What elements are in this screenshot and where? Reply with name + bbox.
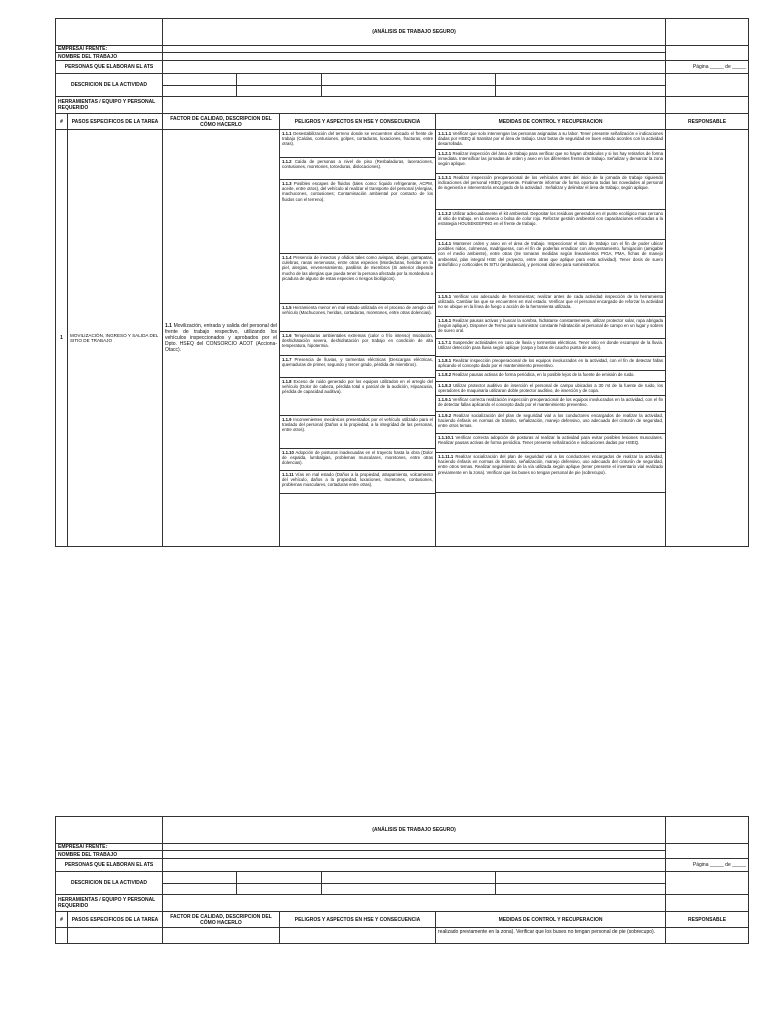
descripcion-field-3[interactable] <box>322 872 496 884</box>
herramientas-field[interactable] <box>163 895 666 912</box>
personas-field[interactable] <box>163 859 666 872</box>
controls-item <box>436 371 665 382</box>
col-responsable: RESPONSABLE <box>666 912 749 928</box>
hazards-item <box>280 356 435 378</box>
hazards-text: Posibles escapes de fluidos (tales como: líquido refrigerante, ACPM, aceite, entre otros), del vehículo al realizar el transporte del personal (Alergias, machucones, contusiones; Contaminación ambiental por contacto de los fluidos con el terreno). <box>282 181 433 202</box>
hazards-item <box>280 158 435 180</box>
descripcion-field-1[interactable] <box>163 872 237 884</box>
hazards-number: 1.1.7 <box>282 357 292 362</box>
descripcion-field-8[interactable] <box>496 86 666 97</box>
empresa-label: EMPRESA/ FRENTE: <box>56 46 163 53</box>
controls-number: 1.1.5.1 <box>438 294 452 299</box>
step-paso: MOVILIZACIÓN, INGRESO Y SALIDA DEL SITIO DE TRABAJO <box>68 130 163 547</box>
hazards-item <box>280 254 435 304</box>
descripcion-field-7[interactable] <box>322 884 496 895</box>
controls-text: Realizar socialización del plan de seguridad vial a los conductores encargados de realizar la actividad, haciendo énfasis en normas de tránsito, señalización, manejo defensivo, uso adecuado del cinturón de seguridad, entre otros temas. <box>438 413 664 429</box>
hazards-number: 1.1.1 <box>282 131 292 136</box>
controls-item <box>436 317 665 339</box>
hazards-text: Vías en mal estado (Daños a la propiedad, atrapamiento, volcamiento del vehículo, daños a la propiedad, luxaciones, moretones, contusiones, problemas musculares, cortaduras entre otras). <box>282 472 433 488</box>
nombre-trabajo-field[interactable] <box>163 851 666 859</box>
herramientas-side <box>666 97 749 114</box>
hazards-list <box>280 130 435 546</box>
controls-item <box>436 453 665 493</box>
pagina-text: Página _____ de _____ <box>666 61 749 74</box>
hazards-item <box>280 378 435 416</box>
descripcion-side <box>666 872 749 895</box>
descripcion-field-6[interactable] <box>237 884 322 895</box>
controls-item <box>436 382 665 396</box>
hazards-number: 1.1.2 <box>282 159 292 164</box>
code-cell <box>666 19 749 46</box>
controls-number: 1.1.3.2 <box>438 211 452 216</box>
controls-number: 1.1.2.1 <box>438 151 452 156</box>
page-number-cell <box>666 46 749 61</box>
controls-item <box>436 130 665 150</box>
controls-number: 1.1.3.1 <box>438 175 452 180</box>
controls-item <box>436 339 665 357</box>
col-responsable: RESPONSABLE <box>666 114 749 130</box>
herramientas-label: HERRAMIENTAS / EQUIPO Y PERSONAL REQUERIDO <box>56 97 163 114</box>
cont-num <box>56 928 68 944</box>
controls-text: Realizar pausas activas y buscar la sombra, hidratarse constantemente, utilizar protector solar, ropa abrigada (según aplique). Disponer de Termo para suministrar constante hidratación al personal de campo en un lugar y sobres de suero oral. <box>438 318 664 334</box>
descripcion-side <box>666 74 749 97</box>
hazards-item <box>280 180 435 254</box>
controls-text: Realizar socialización del plan de seguridad vial a los conductores encargados de realizar la actividad, haciendo énfasis en normas de tránsito, señalización, manejo defensivo, uso adecuado del cinturón de seguridad, entre otros temas. Realizar seguimiento de la vía utilizada según aplique (tener presente el inventario vial realizado previamente en la zona). Verificar que los buses no tengan personal de pie (sobrecupo). <box>438 454 664 475</box>
col-pasos: PASOS ESPECIFICOS DE LA TAREA <box>68 114 163 130</box>
cont-factor <box>163 928 280 944</box>
controls-text: Verificar correcta realización inspección preoperacional de los equipos involucrados en la actividad, con el fin de detectar fallas aplicando el concepto dado por el mantenimiento preventivo. <box>438 397 664 408</box>
herramientas-label: HERRAMIENTAS / EQUIPO Y PERSONAL REQUERIDO <box>56 895 163 912</box>
controls-item <box>436 412 665 434</box>
nombre-trabajo-label: NOMBRE DEL TRABAJO <box>56 851 163 859</box>
controls-text: Utilizar adecuadamente el kit ambiental. Depositar los residuos generados en el punto ecológico mas cercano al sitio de trabajo, en la caneca o bolsa de color rojo. Reforzar gestión ambiental con capacitaciones enfocadas a la estrategia HOUSEKEEPING en el frente de trabajo. <box>438 211 664 227</box>
controls-text: Realizar inspección preoperacional de los vehículos antes del inicio de la jornada de trabajo siguiendo indicaciones del personal HSEQ presente. Finalmente informar de forma oportuna todas las novedades al personal de ingeniería e interventoría encargado de la actividad . Señalizar y delimitar el área de trabajo, según aplique. <box>438 175 664 191</box>
descripcion-field-2[interactable] <box>237 74 322 86</box>
personas-label: PERSONAS QUE ELABORAN EL ATS <box>56 61 163 74</box>
hazards-text: Exceso de ruido generado por los equipos utilizados en el arreglo del vehículo (Dolor de cabeza, pérdida total o parcial de la audición, Hipoacusia, pérdida de capacidad auditiva). <box>282 379 433 395</box>
factor-number: 1.1 <box>165 323 172 329</box>
hazards-number: 1.1.8 <box>282 379 292 384</box>
controls-number: 1.1.4.1 <box>438 241 452 246</box>
descripcion-label: DESCRICION DE LA ACTIVIDAD <box>56 74 163 97</box>
empresa-label: EMPRESA/ FRENTE: <box>56 844 163 851</box>
hazards-text: Herramienta menor en mal estado utilizada en el proceso de arreglo del vehículo (Machucones, heridas, cortaduras, moretones, entre otras dolencias). <box>282 305 433 316</box>
controls-item <box>436 210 665 240</box>
cont-peligros <box>280 928 436 944</box>
nombre-trabajo-label: NOMBRE DEL TRABAJO <box>56 53 163 61</box>
ats-form-table <box>55 18 749 547</box>
controls-number: 1.1.6.1 <box>438 318 452 323</box>
hazards-text: Temperaturas ambientales extremas (calor o frío intenso) Insolación, deshidratación severa, deshidratación por trabajo en condición de alta temperatura, hipotermia. <box>282 333 433 349</box>
ats-form-table-2 <box>55 816 749 944</box>
controls-text: Verificar uso adecuado de herramientas; realizar antes de cada actividad inspección de la herramienta utilizada. Cambiar las que se encuentren en mal estado. Verificar que el personal encargado de reforzar la actividad no se ubique en la línea de fuego o acción de la herramienta utilizada. <box>438 294 664 310</box>
col-num: # <box>56 114 68 130</box>
hazards-text: Presencia de insectos y ofidios tales como avispas, abejas, garrapatas, culebras, ranas venenosas, entre otras especies (Mordeduras, heridas en la piel, alergias, envenenamiento, parálisis de miembros (Si anterior depende mucho de las alergias que pueda tener la persona afectada por la mordedura o picadura de alguno de estas especies o riesgos biológicos). <box>282 255 434 281</box>
hazards-item <box>280 471 435 494</box>
controls-number: 1.1.7.1 <box>438 340 452 345</box>
hazards-number: 1.1.4 <box>282 255 292 260</box>
hazards-item <box>280 416 435 449</box>
descripcion-field-2[interactable] <box>237 872 322 884</box>
form-title: (ANÁLISIS DE TRABAJO SEGURO) <box>163 19 666 46</box>
empresa-field[interactable] <box>163 46 666 53</box>
descripcion-field-7[interactable] <box>322 86 496 97</box>
controls-number: 1.1.8.3 <box>438 383 452 388</box>
personas-field[interactable] <box>163 61 666 74</box>
hazards-number: 1.1.6 <box>282 333 292 338</box>
col-num: # <box>56 912 68 928</box>
descripcion-field-1[interactable] <box>163 74 237 86</box>
logo-cell <box>56 19 163 46</box>
controls-item <box>436 293 665 317</box>
factor-text: Movilización, entrada y salida del personal del frente de trabajo respectivo, utilizando los vehículos inspeccionados y aprobados por el Dpto. HSEQ del CONSORCIO ACOT (Acciona-Otacc). <box>165 323 277 353</box>
descripcion-field-4[interactable] <box>496 74 666 86</box>
col-peligros: PELIGROS Y ASPECTOS EN HSE Y CONSECUENCIA <box>280 912 436 928</box>
logo-cell <box>56 817 163 844</box>
descripcion-field-5[interactable] <box>163 884 237 895</box>
controls-text: Realizar inspección del área de trabajo para verificar que no hayan obstáculos y si los hay retirarlos de forma inmediata. Intensificar las jornadas de orden y aseo en los diferentes frentes de trabajo. Señalizar y demarcar la zona según aplique. <box>438 151 664 167</box>
step-number: 1 <box>56 130 68 547</box>
pagina-text: Página _____ de _____ <box>666 859 749 872</box>
controls-item <box>436 240 665 293</box>
controls-item <box>436 396 665 412</box>
hazards-number: 1.1.11 <box>282 472 294 477</box>
descripcion-field-8[interactable] <box>496 884 666 895</box>
controls-item <box>436 150 665 174</box>
responsable-cell <box>666 130 749 547</box>
descripcion-field-5[interactable] <box>163 86 237 97</box>
controls-number: 1.1.11.1 <box>438 454 454 459</box>
cont-responsable <box>666 928 749 944</box>
col-peligros: PELIGROS Y ASPECTOS EN HSE Y CONSECUENCIA <box>280 114 436 130</box>
hazards-item <box>280 130 435 158</box>
step-factor <box>163 130 280 547</box>
controls-text: Utilizar protector auditivo de inserción el personal de campo ubicados a 30 mt de la fuente de ruido, los operadores de maquinaria utilizaran doble protector auditivo, de inserción y de copa. <box>438 383 664 394</box>
descripcion-field-6[interactable] <box>237 86 322 97</box>
controls-item <box>436 434 665 453</box>
empresa-field[interactable] <box>163 844 666 851</box>
controls-number: 1.1.1.1 <box>438 131 452 136</box>
controls-cell <box>436 130 666 547</box>
controls-text: Realizar pausas activas de forma periódica, en lo posible lejos de la fuente de emisión de ruido. <box>452 372 635 377</box>
page-number-cell <box>666 844 749 859</box>
controls-number: 1.1.8.2 <box>438 372 452 377</box>
hazards-number: 1.1.3 <box>282 181 292 186</box>
controls-number: 1.1.9.1 <box>438 397 452 402</box>
hazards-number: 1.1.5 <box>282 305 292 310</box>
hazards-text: Adopción de posturas inadecuadas en el trayecto hasta la obra (Dolor de espalda, lumbalgias, problemas musculares, moretones, entre otras dolencias). <box>282 450 433 466</box>
descripcion-label: DESCRICION DE LA ACTIVIDAD <box>56 872 163 895</box>
controls-text: Verificar que solo intervengan las personas asignadas a su labor. Tener presente señalización e indicaciones dadas por HSEQ al transitar por el área de trabajo. Usar botas de seguridad en buen estado acordes con la actividad desarrollada. <box>438 131 664 147</box>
controls-text: Realizar inspección preoperacional de los equipos involucrados en la actividad, con el fin de detectar fallas aplicando el concepto dado por el mantenimiento preventivo. <box>438 358 664 369</box>
code-cell <box>666 817 749 844</box>
hazards-item <box>280 449 435 471</box>
hazards-item <box>280 332 435 356</box>
continuation-text: realizado previamente en la zona). Verificar que los buses no tengan personal de pie (sobrecupo). <box>436 928 666 944</box>
cont-paso <box>68 928 163 944</box>
descripcion-field-3[interactable] <box>322 74 496 86</box>
col-medidas: MEDIDAS DE CONTROL Y RECUPERACION <box>436 912 666 928</box>
controls-list <box>436 130 665 546</box>
hazards-cell <box>280 130 436 547</box>
controls-number: 1.1.8.1 <box>438 358 452 363</box>
form-title: (ANÁLISIS DE TRABAJO SEGURO) <box>163 817 666 844</box>
herramientas-field[interactable] <box>163 97 666 114</box>
hazards-item <box>280 304 435 332</box>
hazards-text: Inconvenientes mecánicos presentados por el vehículo utilizado para el traslado del personal (Daños a la propiedad, a la integridad de las personas, entre otros). <box>282 417 433 433</box>
controls-text: Verificar correcta adopción de posturas al realizar la actividad para evitar posibles lesiones musculares. Realizar pausas activas de forma periódica. Tener presente señalización e indicaciones dadas por HSEQ. <box>438 435 664 446</box>
controls-item <box>436 357 665 371</box>
ats-page-2 <box>55 816 748 958</box>
controls-number: 1.1.10.1 <box>438 435 454 440</box>
hazards-text: Caída de personas a nivel de piso (Resbaladuras, laceraciones, contusiones, moretones, torceduras, dislocaciones). <box>282 159 433 170</box>
personas-label: PERSONAS QUE ELABORAN EL ATS <box>56 859 163 872</box>
col-pasos: PASOS ESPECIFICOS DE LA TAREA <box>68 912 163 928</box>
controls-number: 1.1.9.2 <box>438 413 452 418</box>
col-medidas: MEDIDAS DE CONTROL Y RECUPERACION <box>436 114 666 130</box>
controls-text: Mantener orden y aseo en el área de trabajo. Inspeccionar el sitio de trabajo con el fin de poder ubicar posibles nidos, colmenas, madrigueras, con el fin de poderlas erradicar con ahuyentamiento, fumigación (amigable con el medio ambiente), entre otras (Se tomaran medidas según lineamientos PIGA, PMA, fichas de manejo ambiental, plan integral HSE del proyecto, entre otras que aplique para esta actividad). Tener dosis de suero antiofídico y corticoides IN SITU (ambulancia), y personal idóneo para suministrarlos. <box>438 241 664 267</box>
col-factor: FACTOR DE CALIDAD, DESCRIPCION DEL CÓMO HACERLO <box>163 912 280 928</box>
hazards-number: 1.1.9 <box>282 417 292 422</box>
hazards-number: 1.1.10 <box>282 450 294 455</box>
herramientas-side <box>666 895 749 912</box>
col-factor: FACTOR DE CALIDAD, DESCRIPCION DEL CÓMO HACERLO <box>163 114 280 130</box>
descripcion-field-4[interactable] <box>496 872 666 884</box>
ats-page-1 <box>55 18 748 566</box>
hazards-text: Desestabilización del terreno donde se encuentren ubicado el frente de trabajo (Caídas, contusiones, golpes, cortaduras, luxaciones, fracturas, entre otras). <box>282 131 433 147</box>
nombre-trabajo-field[interactable] <box>163 53 666 61</box>
controls-item <box>436 174 665 210</box>
hazards-text: Presencia de lluvias, y tormentas eléctricas (Descargas eléctricas, quemaduras de primer, segundo y tercer grado, pérdida de miembros). <box>282 357 433 368</box>
controls-text: Suspender actividades en caso de lluvia y tormentas eléctricas. Tener sitio en donde escampar de la lluvia. Utilizar detección para lluvia según aplique (carpa y botas de caucho punta de acero). <box>438 340 664 351</box>
